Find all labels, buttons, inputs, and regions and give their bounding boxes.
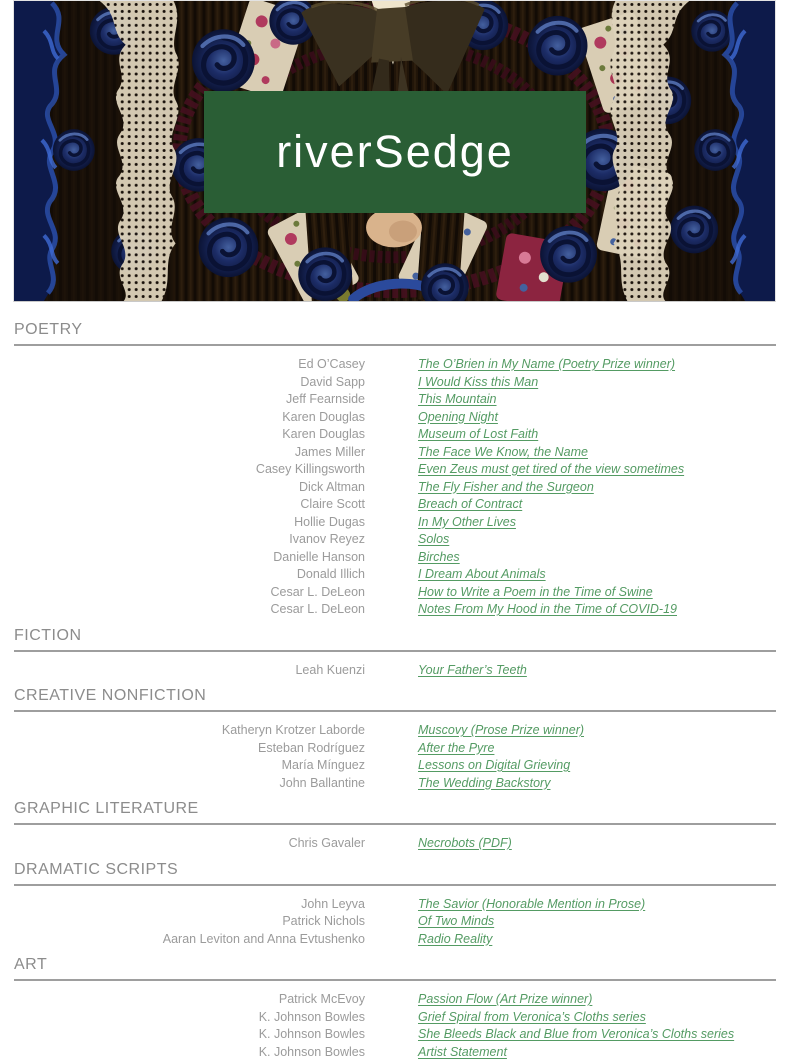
work-link[interactable]: The Savior (Honorable Mention in Prose) (418, 896, 646, 911)
toc-row (14, 896, 776, 914)
section-entries (14, 825, 776, 856)
author-name: Aaran Leviton and Anna Evtushenko (162, 931, 365, 946)
toc-section (14, 686, 776, 795)
author-name: Patrick McEvoy (278, 992, 365, 1006)
work-link[interactable]: Necrobots (PDF) (418, 836, 512, 850)
toc-row (14, 409, 776, 427)
toc-section (14, 955, 776, 1064)
toc-row (14, 496, 776, 514)
work-link[interactable]: The O’Brien in My Name (Poetry Prize winner) (418, 357, 676, 371)
work-link[interactable]: In My Other Lives (418, 514, 516, 529)
site-title: riverSedge (276, 126, 514, 177)
author-name: Dick Altman (299, 479, 365, 494)
toc-section (14, 320, 776, 622)
work-link[interactable]: Muscovy (Prose Prize winner) (418, 723, 585, 737)
work-link[interactable]: Museum of Lost Faith (418, 427, 539, 441)
toc-row (14, 740, 776, 758)
author-name: K. Johnson Bowles (258, 1027, 365, 1041)
toc-row (14, 601, 776, 619)
work-link[interactable]: I Dream About Animals (418, 567, 546, 581)
work-link[interactable]: Notes From My Hood in the Time of COVID-19 (418, 602, 677, 616)
work-link[interactable]: The Fly Fisher and the Surgeon (418, 479, 594, 494)
toc-row (14, 991, 776, 1009)
work-link[interactable]: This Mountain (418, 392, 497, 406)
toc-row (14, 479, 776, 497)
author-name: Casey Killingsworth (255, 462, 365, 476)
section-entries (14, 886, 776, 952)
author-name: Karen Douglas (282, 427, 365, 441)
work-link[interactable]: The Face We Know, the Name (418, 444, 588, 459)
work-link[interactable]: Passion Flow (Art Prize winner) (418, 992, 593, 1006)
author-name: Claire Scott (300, 497, 365, 511)
work-link[interactable]: Radio Reality (418, 931, 493, 946)
section-heading: DRAMATIC SCRIPTS (14, 860, 179, 878)
toc-row (14, 1026, 776, 1044)
toc-row (14, 913, 776, 931)
author-name: K. Johnson Bowles (258, 1044, 365, 1059)
toc-row (14, 931, 776, 949)
toc-row (14, 775, 776, 793)
author-name: Jeff Fearnside (286, 392, 365, 406)
toc-row (14, 374, 776, 392)
section-entries (14, 346, 776, 622)
work-link[interactable]: After the Pyre (418, 740, 495, 755)
toc-row (14, 391, 776, 409)
author-name: Ed O’Casey (298, 357, 365, 371)
section-heading: ART (14, 956, 48, 973)
section-heading: CREATIVE NONFICTION (14, 687, 207, 704)
work-link[interactable]: How to Write a Poem in the Time of Swine (418, 584, 653, 599)
work-link[interactable]: Grief Spiral from Veronica’s Cloths series (418, 1009, 646, 1024)
banner-artwork (13, 0, 776, 302)
work-link[interactable]: Artist Statement (418, 1044, 507, 1059)
section-heading: FICTION (14, 626, 82, 644)
author-name: John Ballantine (279, 775, 365, 790)
author-name: Cesar L. DeLeon (270, 584, 365, 599)
author-name: Chris Gavaler (288, 836, 365, 850)
author-name: Leah Kuenzi (295, 662, 365, 677)
toc-row (14, 356, 776, 374)
author-name: Danielle Hanson (273, 549, 365, 564)
toc (14, 320, 776, 1064)
section-entries (14, 652, 776, 683)
author-name: Esteban Rodríguez (257, 740, 365, 755)
work-link[interactable]: Even Zeus must get tired of the view sometimes (418, 462, 685, 476)
section-entries (14, 712, 776, 795)
toc-row (14, 835, 776, 853)
toc-row (14, 444, 776, 462)
author-name: James Miller (294, 444, 365, 459)
author-name: María Mínguez (281, 758, 365, 772)
toc-row (14, 757, 776, 775)
work-link[interactable]: Of Two Minds (418, 914, 495, 928)
toc-row (14, 1044, 776, 1062)
toc-row (14, 1009, 776, 1027)
toc-section (14, 799, 776, 856)
work-link[interactable]: The Wedding Backstory (418, 775, 551, 790)
toc-row (14, 426, 776, 444)
author-name: Hollie Dugas (294, 514, 365, 529)
work-link[interactable]: She Bleeds Black and Blue from Veronica’s Cloths series (418, 1027, 735, 1041)
author-name: Katheryn Krotzer Laborde (221, 723, 365, 737)
author-name: Ivanov Reyez (289, 532, 365, 546)
toc-row (14, 531, 776, 549)
author-name: John Leyva (301, 896, 365, 911)
toc-section (14, 860, 776, 952)
author-name: Patrick Nichols (282, 914, 365, 928)
work-link[interactable]: Birches (418, 549, 460, 564)
toc-row (14, 549, 776, 567)
work-link[interactable]: Your Father’s Teeth (418, 662, 527, 677)
masthead-box (204, 91, 586, 213)
work-link[interactable]: I Would Kiss this Man (418, 374, 539, 389)
toc-row (14, 662, 776, 680)
toc-row (14, 584, 776, 602)
toc-section (14, 626, 776, 683)
toc-row (14, 514, 776, 532)
toc-row (14, 566, 776, 584)
work-link[interactable]: Opening Night (418, 409, 498, 424)
section-heading: POETRY (14, 321, 83, 338)
toc-row (14, 461, 776, 479)
work-link[interactable]: Breach of Contract (418, 497, 523, 511)
author-name: K. Johnson Bowles (258, 1009, 365, 1024)
author-name: David Sapp (300, 374, 365, 389)
work-link[interactable]: Solos (418, 532, 450, 546)
author-name: Karen Douglas (282, 409, 365, 424)
toc-row (14, 722, 776, 740)
section-heading: GRAPHIC LITERATURE (14, 800, 199, 817)
work-link[interactable]: Lessons on Digital Grieving (418, 758, 571, 772)
author-name: Cesar L. DeLeon (270, 602, 365, 616)
author-name: Donald Illich (296, 567, 365, 581)
